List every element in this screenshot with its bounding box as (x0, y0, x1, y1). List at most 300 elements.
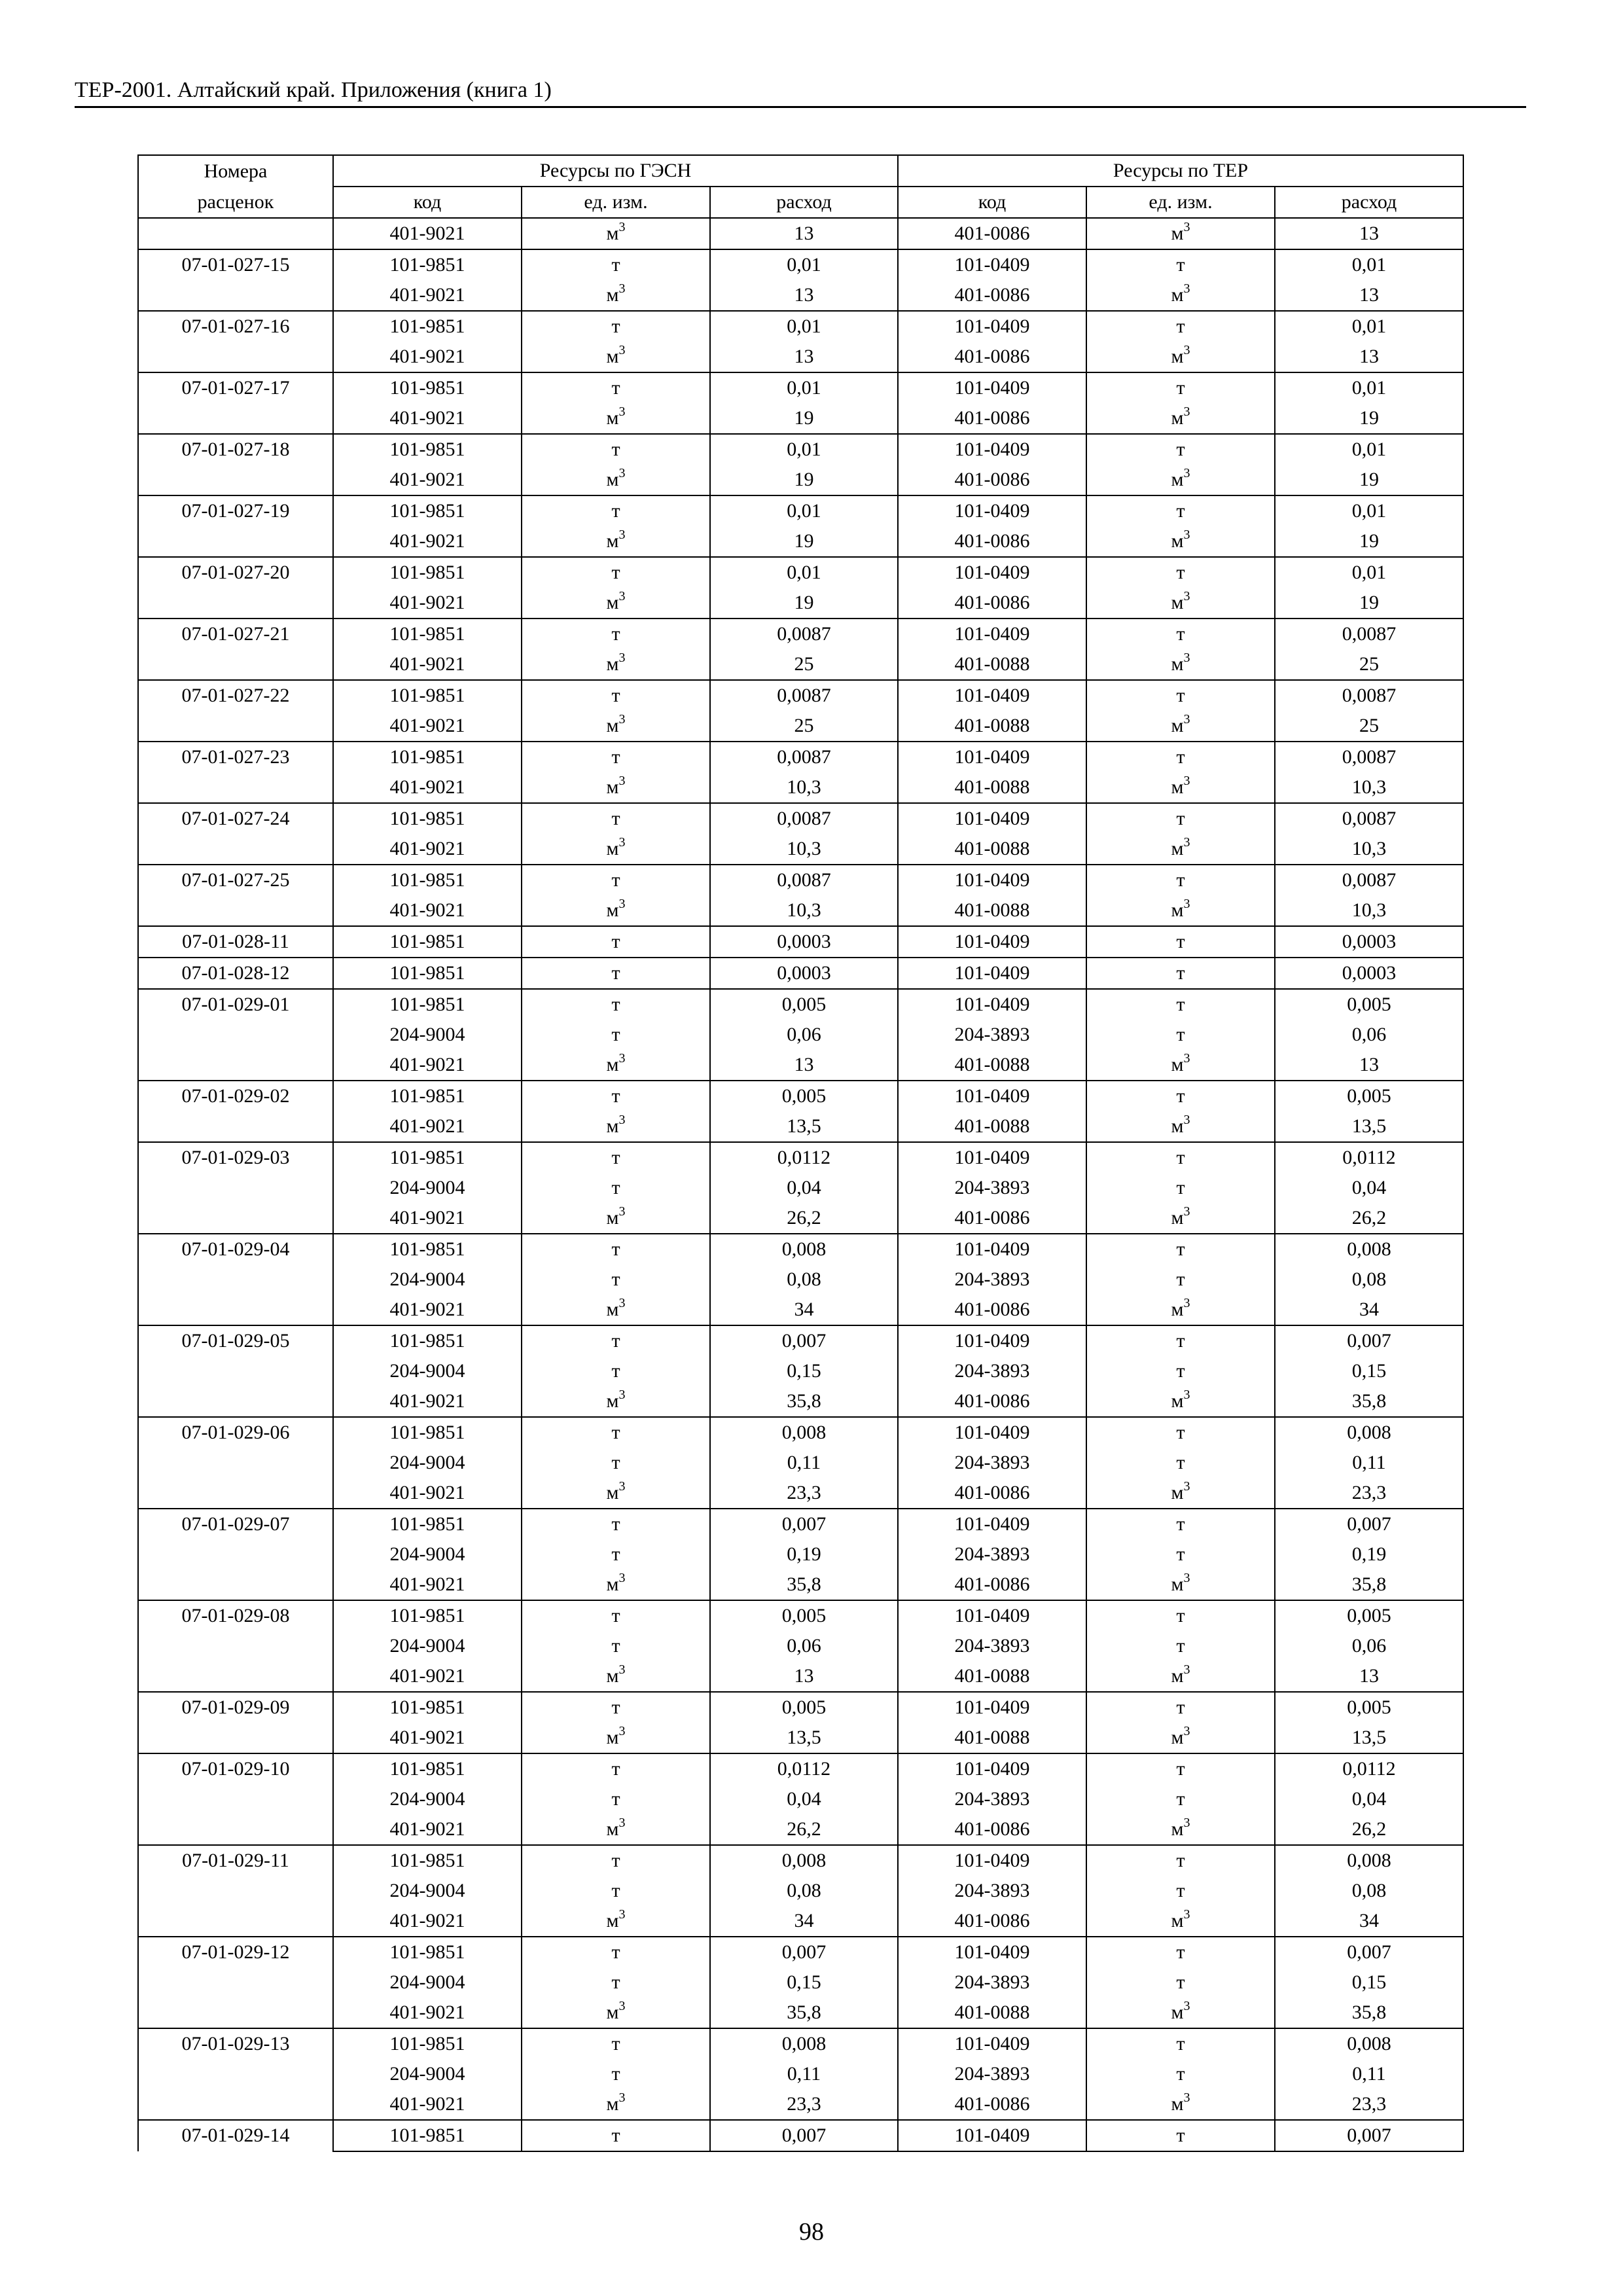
gesn-unit-cell: т (522, 1845, 710, 1876)
ter-rate-cell: 0,007 (1275, 1509, 1463, 1539)
gesn-code-cell: 401-9021 (333, 588, 522, 619)
gesn-rate-cell: 0,01 (710, 372, 898, 403)
unit-m3: $м^3$ (1171, 1662, 1190, 1687)
ter-unit-cell: т (1086, 557, 1275, 588)
gesn-unit-cell (522, 1723, 710, 1753)
gesn-unit-cell: т (522, 1173, 710, 1203)
gesn-rate-cell: 0,08 (710, 1876, 898, 1906)
ter-code-cell: 101-0409 (898, 1600, 1086, 1631)
gesn-rate-cell: 0,005 (710, 989, 898, 1020)
gesn-rate-cell: 0,0087 (710, 803, 898, 834)
ter-unit-cell: т (1086, 680, 1275, 711)
ter-unit-cell: т (1086, 926, 1275, 958)
gesn-code-cell: 101-9851 (333, 1142, 522, 1173)
ter-code-cell: 401-0086 (898, 342, 1086, 372)
ter-code-cell: 401-0088 (898, 649, 1086, 680)
ter-unit-cell: т (1086, 434, 1275, 465)
ter-unit-cell: т (1086, 372, 1275, 403)
table-row (138, 834, 1463, 865)
gesn-rate-cell: 0,06 (710, 1631, 898, 1661)
table-row (138, 1111, 1463, 1142)
gesn-code-cell: 204-9004 (333, 1967, 522, 1998)
ter-unit-cell (1086, 1478, 1275, 1509)
ter-code-cell: 101-0409 (898, 680, 1086, 711)
gesn-unit-cell: т (522, 958, 710, 989)
ter-rate-cell: 0,0087 (1275, 742, 1463, 772)
ter-rate-cell: 19 (1275, 403, 1463, 434)
table-row (138, 1784, 1463, 1814)
gesn-code-cell: 401-9021 (333, 2089, 522, 2120)
ter-rate-cell: 13,5 (1275, 1723, 1463, 1753)
gesn-unit-cell (522, 1814, 710, 1845)
gesn-rate-cell: 0,01 (710, 249, 898, 280)
ter-rate-cell: 0,0112 (1275, 1142, 1463, 1173)
rate-number-cell: 07-01-027-25 (138, 865, 333, 926)
ter-unit-cell (1086, 1723, 1275, 1753)
gesn-rate-cell: 26,2 (710, 1814, 898, 1845)
ter-rate-cell: 0,005 (1275, 1692, 1463, 1723)
ter-code-cell: 101-0409 (898, 1753, 1086, 1784)
table-row (138, 1050, 1463, 1081)
ter-unit-cell (1086, 403, 1275, 434)
ter-unit-cell (1086, 2089, 1275, 2120)
rate-number-cell: 07-01-029-02 (138, 1081, 333, 1142)
rate-number-cell (138, 218, 333, 249)
header-ter-rate: расход (1275, 187, 1463, 218)
gesn-unit-cell (522, 1478, 710, 1509)
rate-number-cell: 07-01-029-03 (138, 1142, 333, 1234)
table-row (138, 1814, 1463, 1845)
table-row (138, 1173, 1463, 1203)
gesn-unit-cell: т (522, 2028, 710, 2059)
ter-code-cell: 101-0409 (898, 1081, 1086, 1111)
ter-unit-cell: т (1086, 1356, 1275, 1386)
gesn-code-cell: 401-9021 (333, 1111, 522, 1142)
unit-m3: $м^3$ (1171, 1479, 1190, 1503)
unit-m3: $м^3$ (606, 1571, 626, 1595)
ter-unit-cell (1086, 1570, 1275, 1600)
ter-rate-cell: 0,0087 (1275, 680, 1463, 711)
gesn-rate-cell: 0,11 (710, 1448, 898, 1478)
ter-code-cell: 401-0086 (898, 1203, 1086, 1234)
gesn-unit-cell: т (522, 1234, 710, 1265)
rate-number-cell: 07-01-027-18 (138, 434, 333, 495)
unit-m3: $м^3$ (606, 1204, 626, 1229)
table-row (138, 372, 1463, 403)
gesn-unit-cell: т (522, 2120, 710, 2151)
ter-unit-cell: т (1086, 1234, 1275, 1265)
ter-unit-cell: т (1086, 865, 1275, 895)
header-gesn-group: Ресурсы по ГЭСН (333, 155, 898, 187)
unit-m3: $м^3$ (606, 1724, 626, 1748)
gesn-unit-cell: т (522, 1417, 710, 1448)
table-row (138, 495, 1463, 526)
gesn-code-cell: 101-9851 (333, 1509, 522, 1539)
unit-m3: $м^3$ (1171, 1816, 1190, 1840)
unit-m3: $м^3$ (1171, 466, 1190, 490)
gesn-unit-cell (522, 895, 710, 926)
ter-rate-cell: 0,15 (1275, 1356, 1463, 1386)
gesn-rate-cell: 19 (710, 465, 898, 495)
rate-number-cell: 07-01-027-19 (138, 495, 333, 557)
gesn-rate-cell: 23,3 (710, 2089, 898, 2120)
gesn-unit-cell: т (522, 619, 710, 649)
ter-unit-cell: т (1086, 1937, 1275, 1967)
ter-rate-cell: 0,15 (1275, 1967, 1463, 1998)
ter-code-cell: 401-0088 (898, 1723, 1086, 1753)
gesn-code-cell: 101-9851 (333, 1600, 522, 1631)
page-number: 98 (799, 2218, 824, 2246)
gesn-code-cell: 101-9851 (333, 865, 522, 895)
gesn-rate-cell: 0,008 (710, 1234, 898, 1265)
table-header (138, 155, 1463, 218)
table-row (138, 1906, 1463, 1937)
gesn-unit-cell (522, 1203, 710, 1234)
resource-table (137, 154, 1464, 2152)
gesn-rate-cell: 0,01 (710, 311, 898, 342)
ter-rate-cell: 0,06 (1275, 1020, 1463, 1050)
unit-m3: $м^3$ (606, 1662, 626, 1687)
ter-code-cell: 101-0409 (898, 2028, 1086, 2059)
ter-code-cell: 101-0409 (898, 495, 1086, 526)
ter-unit-cell (1086, 588, 1275, 619)
gesn-unit-cell: т (522, 1967, 710, 1998)
ter-code-cell: 204-3893 (898, 1356, 1086, 1386)
rate-number-cell: 07-01-029-01 (138, 989, 333, 1081)
rate-number-cell: 07-01-029-12 (138, 1937, 333, 2028)
table-row (138, 1509, 1463, 1539)
gesn-rate-cell: 0,11 (710, 2059, 898, 2089)
gesn-unit-cell: т (522, 989, 710, 1020)
unit-m3: $м^3$ (606, 281, 626, 306)
gesn-rate-cell: 0,0112 (710, 1753, 898, 1784)
unit-m3: $м^3$ (606, 1388, 626, 1412)
ter-rate-cell: 13 (1275, 1050, 1463, 1081)
table-row (138, 2059, 1463, 2089)
table-row (138, 2089, 1463, 2120)
gesn-rate-cell: 23,3 (710, 1478, 898, 1509)
header-ter-group: Ресурсы по ТЕР (898, 155, 1463, 187)
ter-code-cell: 401-0086 (898, 1570, 1086, 1600)
rate-number-cell: 07-01-027-17 (138, 372, 333, 434)
unit-m3: $м^3$ (606, 897, 626, 921)
ter-unit-cell (1086, 526, 1275, 557)
table-body (138, 218, 1463, 2151)
gesn-unit-cell: т (522, 372, 710, 403)
gesn-code-cell: 401-9021 (333, 1478, 522, 1509)
gesn-unit-cell (522, 1386, 710, 1417)
table-row (138, 1539, 1463, 1570)
unit-m3: $м^3$ (1171, 528, 1190, 552)
table-row (138, 1723, 1463, 1753)
ter-rate-cell: 0,0112 (1275, 1753, 1463, 1784)
gesn-unit-cell: т (522, 742, 710, 772)
gesn-rate-cell: 13 (710, 342, 898, 372)
gesn-code-cell: 401-9021 (333, 1295, 522, 1325)
gesn-unit-cell: т (522, 803, 710, 834)
rate-number-cell: 07-01-029-07 (138, 1509, 333, 1600)
unit-m3: $м^3$ (1171, 712, 1190, 736)
table-row (138, 1570, 1463, 1600)
ter-unit-cell: т (1086, 2120, 1275, 2151)
header-numbers-line2: расценок (138, 187, 333, 218)
ter-code-cell: 101-0409 (898, 434, 1086, 465)
gesn-unit-cell: т (522, 1142, 710, 1173)
ter-unit-cell (1086, 1814, 1275, 1845)
table-row (138, 1081, 1463, 1111)
gesn-rate-cell: 0,0087 (710, 619, 898, 649)
ter-unit-cell: т (1086, 1020, 1275, 1050)
gesn-rate-cell: 0,007 (710, 2120, 898, 2151)
unit-m3: $м^3$ (1171, 1113, 1190, 1137)
gesn-rate-cell: 0,008 (710, 1845, 898, 1876)
unit-m3: $м^3$ (1171, 1999, 1190, 2023)
gesn-unit-cell (522, 1661, 710, 1692)
table-row (138, 1142, 1463, 1173)
table-row (138, 1967, 1463, 1998)
ter-code-cell: 401-0088 (898, 772, 1086, 803)
gesn-code-cell: 401-9021 (333, 1661, 522, 1692)
gesn-code-cell: 101-9851 (333, 619, 522, 649)
rate-number-cell: 07-01-029-11 (138, 1845, 333, 1937)
rate-number-cell: 07-01-027-20 (138, 557, 333, 619)
ter-rate-cell: 0,007 (1275, 1937, 1463, 1967)
rate-number-cell: 07-01-027-16 (138, 311, 333, 372)
gesn-rate-cell: 35,8 (710, 1570, 898, 1600)
gesn-rate-cell: 13,5 (710, 1723, 898, 1753)
gesn-unit-cell: т (522, 557, 710, 588)
ter-unit-cell (1086, 342, 1275, 372)
ter-unit-cell: т (1086, 619, 1275, 649)
ter-code-cell: 401-0088 (898, 1050, 1086, 1081)
ter-rate-cell: 0,08 (1275, 1876, 1463, 1906)
gesn-unit-cell: т (522, 1631, 710, 1661)
gesn-unit-cell (522, 342, 710, 372)
table-row (138, 1753, 1463, 1784)
gesn-unit-cell: т (522, 1753, 710, 1784)
ter-unit-cell (1086, 1661, 1275, 1692)
table-row (138, 619, 1463, 649)
gesn-rate-cell: 0,0087 (710, 865, 898, 895)
gesn-code-cell: 204-9004 (333, 1631, 522, 1661)
gesn-rate-cell: 13 (710, 1050, 898, 1081)
ter-rate-cell: 0,008 (1275, 1417, 1463, 1448)
table-row (138, 680, 1463, 711)
ter-code-cell: 401-0088 (898, 1661, 1086, 1692)
gesn-rate-cell: 19 (710, 588, 898, 619)
gesn-code-cell: 101-9851 (333, 1692, 522, 1723)
gesn-unit-cell: т (522, 1539, 710, 1570)
ter-code-cell: 101-0409 (898, 372, 1086, 403)
gesn-rate-cell: 10,3 (710, 895, 898, 926)
ter-rate-cell: 23,3 (1275, 2089, 1463, 2120)
gesn-unit-cell: т (522, 680, 710, 711)
table-row (138, 311, 1463, 342)
ter-unit-cell: т (1086, 742, 1275, 772)
ter-code-cell: 204-3893 (898, 2059, 1086, 2089)
header-gesn-unit: ед. изм. (522, 187, 710, 218)
unit-m3: $м^3$ (1171, 220, 1190, 244)
gesn-unit-cell: т (522, 1081, 710, 1111)
table-row (138, 218, 1463, 249)
table-row (138, 1386, 1463, 1417)
ter-unit-cell: т (1086, 958, 1275, 989)
ter-rate-cell: 19 (1275, 588, 1463, 619)
table-row (138, 1937, 1463, 1967)
gesn-code-cell: 204-9004 (333, 1448, 522, 1478)
ter-code-cell: 401-0088 (898, 1111, 1086, 1142)
ter-rate-cell: 0,01 (1275, 249, 1463, 280)
table-row (138, 342, 1463, 372)
header-gesn-code: код (333, 187, 522, 218)
ter-unit-cell (1086, 1203, 1275, 1234)
gesn-code-cell: 101-9851 (333, 1937, 522, 1967)
ter-unit-cell (1086, 1386, 1275, 1417)
ter-unit-cell: т (1086, 2059, 1275, 2089)
unit-m3: $м^3$ (1171, 1907, 1190, 1931)
ter-rate-cell: 0,005 (1275, 989, 1463, 1020)
table-row (138, 1265, 1463, 1295)
unit-m3: $м^3$ (606, 2090, 626, 2115)
unit-m3: $м^3$ (1171, 343, 1190, 367)
rate-number-cell: 07-01-027-15 (138, 249, 333, 311)
gesn-code-cell: 101-9851 (333, 2028, 522, 2059)
rate-number-cell: 07-01-029-10 (138, 1753, 333, 1845)
gesn-unit-cell: т (522, 926, 710, 958)
gesn-unit-cell (522, 772, 710, 803)
table-row (138, 1692, 1463, 1723)
table-row (138, 1448, 1463, 1478)
ter-rate-cell: 13 (1275, 280, 1463, 311)
ter-rate-cell: 19 (1275, 526, 1463, 557)
ter-rate-cell: 23,3 (1275, 1478, 1463, 1509)
unit-m3: $м^3$ (1171, 1204, 1190, 1229)
gesn-rate-cell: 0,005 (710, 1081, 898, 1111)
gesn-code-cell: 401-9021 (333, 1906, 522, 1937)
gesn-rate-cell: 35,8 (710, 1998, 898, 2028)
ter-code-cell: 401-0086 (898, 403, 1086, 434)
table-row (138, 649, 1463, 680)
unit-m3: $м^3$ (606, 712, 626, 736)
ter-code-cell: 204-3893 (898, 1173, 1086, 1203)
gesn-unit-cell (522, 649, 710, 680)
unit-m3: $м^3$ (1171, 774, 1190, 798)
unit-m3: $м^3$ (606, 774, 626, 798)
header-gesn-rate: расход (710, 187, 898, 218)
gesn-rate-cell: 0,007 (710, 1325, 898, 1356)
ter-code-cell: 401-0088 (898, 834, 1086, 865)
ter-unit-cell: т (1086, 1845, 1275, 1876)
gesn-code-cell: 401-9021 (333, 465, 522, 495)
table-row (138, 280, 1463, 311)
ter-code-cell: 401-0088 (898, 895, 1086, 926)
ter-unit-cell: т (1086, 1325, 1275, 1356)
ter-rate-cell: 35,8 (1275, 1570, 1463, 1600)
ter-rate-cell: 34 (1275, 1295, 1463, 1325)
gesn-code-cell: 101-9851 (333, 803, 522, 834)
ter-unit-cell: т (1086, 311, 1275, 342)
ter-rate-cell: 0,005 (1275, 1081, 1463, 1111)
gesn-unit-cell (522, 1998, 710, 2028)
unit-m3: $м^3$ (606, 651, 626, 675)
table-row (138, 926, 1463, 958)
table-row (138, 1295, 1463, 1325)
gesn-code-cell: 401-9021 (333, 526, 522, 557)
rate-number-cell: 07-01-029-08 (138, 1600, 333, 1692)
gesn-unit-cell (522, 1295, 710, 1325)
ter-rate-cell: 0,008 (1275, 1234, 1463, 1265)
ter-rate-cell: 0,0087 (1275, 803, 1463, 834)
gesn-rate-cell: 0,0112 (710, 1142, 898, 1173)
table-row (138, 465, 1463, 495)
ter-rate-cell: 0,005 (1275, 1600, 1463, 1631)
rate-number-cell: 07-01-027-22 (138, 680, 333, 742)
unit-m3: $м^3$ (606, 1816, 626, 1840)
ter-code-cell: 101-0409 (898, 958, 1086, 989)
table-row (138, 1234, 1463, 1265)
table-row (138, 1998, 1463, 2028)
table-row (138, 742, 1463, 772)
table-row (138, 249, 1463, 280)
rate-number-cell: 07-01-028-11 (138, 926, 333, 958)
unit-m3: $м^3$ (606, 220, 626, 244)
ter-code-cell: 101-0409 (898, 926, 1086, 958)
ter-unit-cell: т (1086, 249, 1275, 280)
gesn-rate-cell: 35,8 (710, 1386, 898, 1417)
gesn-code-cell: 101-9851 (333, 926, 522, 958)
gesn-rate-cell: 34 (710, 1906, 898, 1937)
ter-unit-cell: т (1086, 1509, 1275, 1539)
unit-m3: $м^3$ (1171, 589, 1190, 613)
ter-unit-cell (1086, 1050, 1275, 1081)
ter-code-cell: 101-0409 (898, 557, 1086, 588)
ter-unit-cell: т (1086, 1967, 1275, 1998)
unit-m3: $м^3$ (1171, 1571, 1190, 1595)
gesn-rate-cell: 0,01 (710, 495, 898, 526)
gesn-rate-cell: 0,0003 (710, 926, 898, 958)
gesn-code-cell: 204-9004 (333, 1876, 522, 1906)
ter-rate-cell: 0,0003 (1275, 958, 1463, 989)
rate-number-cell: 07-01-029-06 (138, 1417, 333, 1509)
gesn-code-cell: 401-9021 (333, 649, 522, 680)
ter-rate-cell: 0,0087 (1275, 619, 1463, 649)
gesn-rate-cell: 13 (710, 280, 898, 311)
ter-rate-cell: 19 (1275, 465, 1463, 495)
ter-unit-cell: т (1086, 1081, 1275, 1111)
ter-code-cell: 401-0086 (898, 1906, 1086, 1937)
unit-m3: $м^3$ (606, 1113, 626, 1137)
ter-code-cell: 101-0409 (898, 1142, 1086, 1173)
gesn-unit-cell (522, 526, 710, 557)
ter-rate-cell: 13 (1275, 218, 1463, 249)
ter-code-cell: 101-0409 (898, 1509, 1086, 1539)
table-row (138, 434, 1463, 465)
header-numbers-line1: Номера (138, 155, 333, 187)
ter-code-cell: 204-3893 (898, 1967, 1086, 1998)
gesn-code-cell: 401-9021 (333, 1386, 522, 1417)
header-ter-code: код (898, 187, 1086, 218)
ter-code-cell: 101-0409 (898, 742, 1086, 772)
gesn-unit-cell: т (522, 1325, 710, 1356)
ter-code-cell: 401-0088 (898, 1998, 1086, 2028)
table-row (138, 2028, 1463, 2059)
ter-code-cell: 101-0409 (898, 1417, 1086, 1448)
gesn-unit-cell (522, 2089, 710, 2120)
ter-unit-cell (1086, 711, 1275, 742)
table-row (138, 1876, 1463, 1906)
ter-unit-cell: т (1086, 495, 1275, 526)
rate-number-cell: 07-01-027-21 (138, 619, 333, 680)
